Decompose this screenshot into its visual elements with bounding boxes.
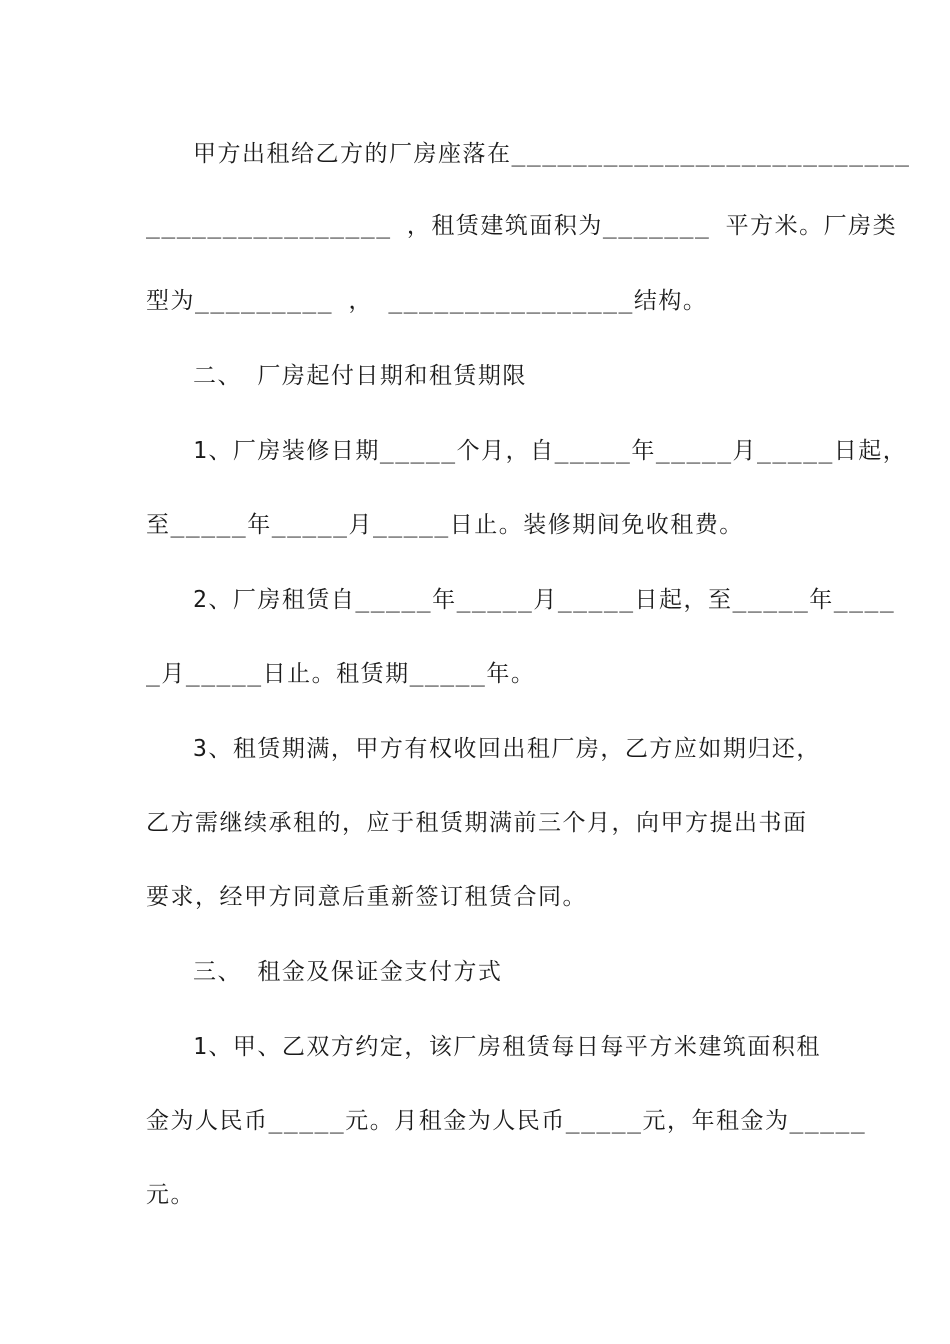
paragraph-location-line-1: 甲方出租给乙方的厂房座落在__________________________	[193, 141, 911, 167]
clause-2-2-line-2: _月_____日止。租赁期_____年。	[146, 661, 536, 687]
clause-2-3-line-2: 乙方需继续承租的，应于租赁期满前三个月，向甲方提出书面	[146, 810, 808, 836]
paragraph-location-line-3: 型为_________ ， ________________结构。	[146, 288, 708, 314]
paragraph-location-line-2: ________________ ，租赁建筑面积为_______ 平方米。厂房类	[146, 213, 898, 239]
section-heading-2: 二、 厂房起付日期和租赁期限	[193, 363, 527, 389]
clause-3-1-line-1: 1、甲、乙双方约定，该厂房租赁每日每平方米建筑面积租	[193, 1034, 821, 1060]
clause-3-1-line-3: 元。	[146, 1182, 195, 1208]
section-heading-3: 三、 租金及保证金支付方式	[193, 959, 503, 985]
clause-2-2-line-1: 2、厂房租赁自_____年_____月_____日起，至_____年____	[193, 587, 896, 613]
clause-2-1-line-2: 至_____年_____月_____日止。装修期间免收租费。	[146, 512, 744, 538]
clause-3-1-line-2: 金为人民币_____元。月租金为人民币_____元，年租金为_____	[146, 1108, 867, 1134]
clause-2-1-line-1: 1、厂房装修日期_____个月，自_____年_____月_____日起，	[193, 438, 908, 464]
clause-2-3-line-3: 要求，经甲方同意后重新签订租赁合同。	[146, 884, 587, 910]
clause-2-3-line-1: 3、租赁期满，甲方有权收回出租厂房，乙方应如期归还，	[193, 736, 821, 762]
